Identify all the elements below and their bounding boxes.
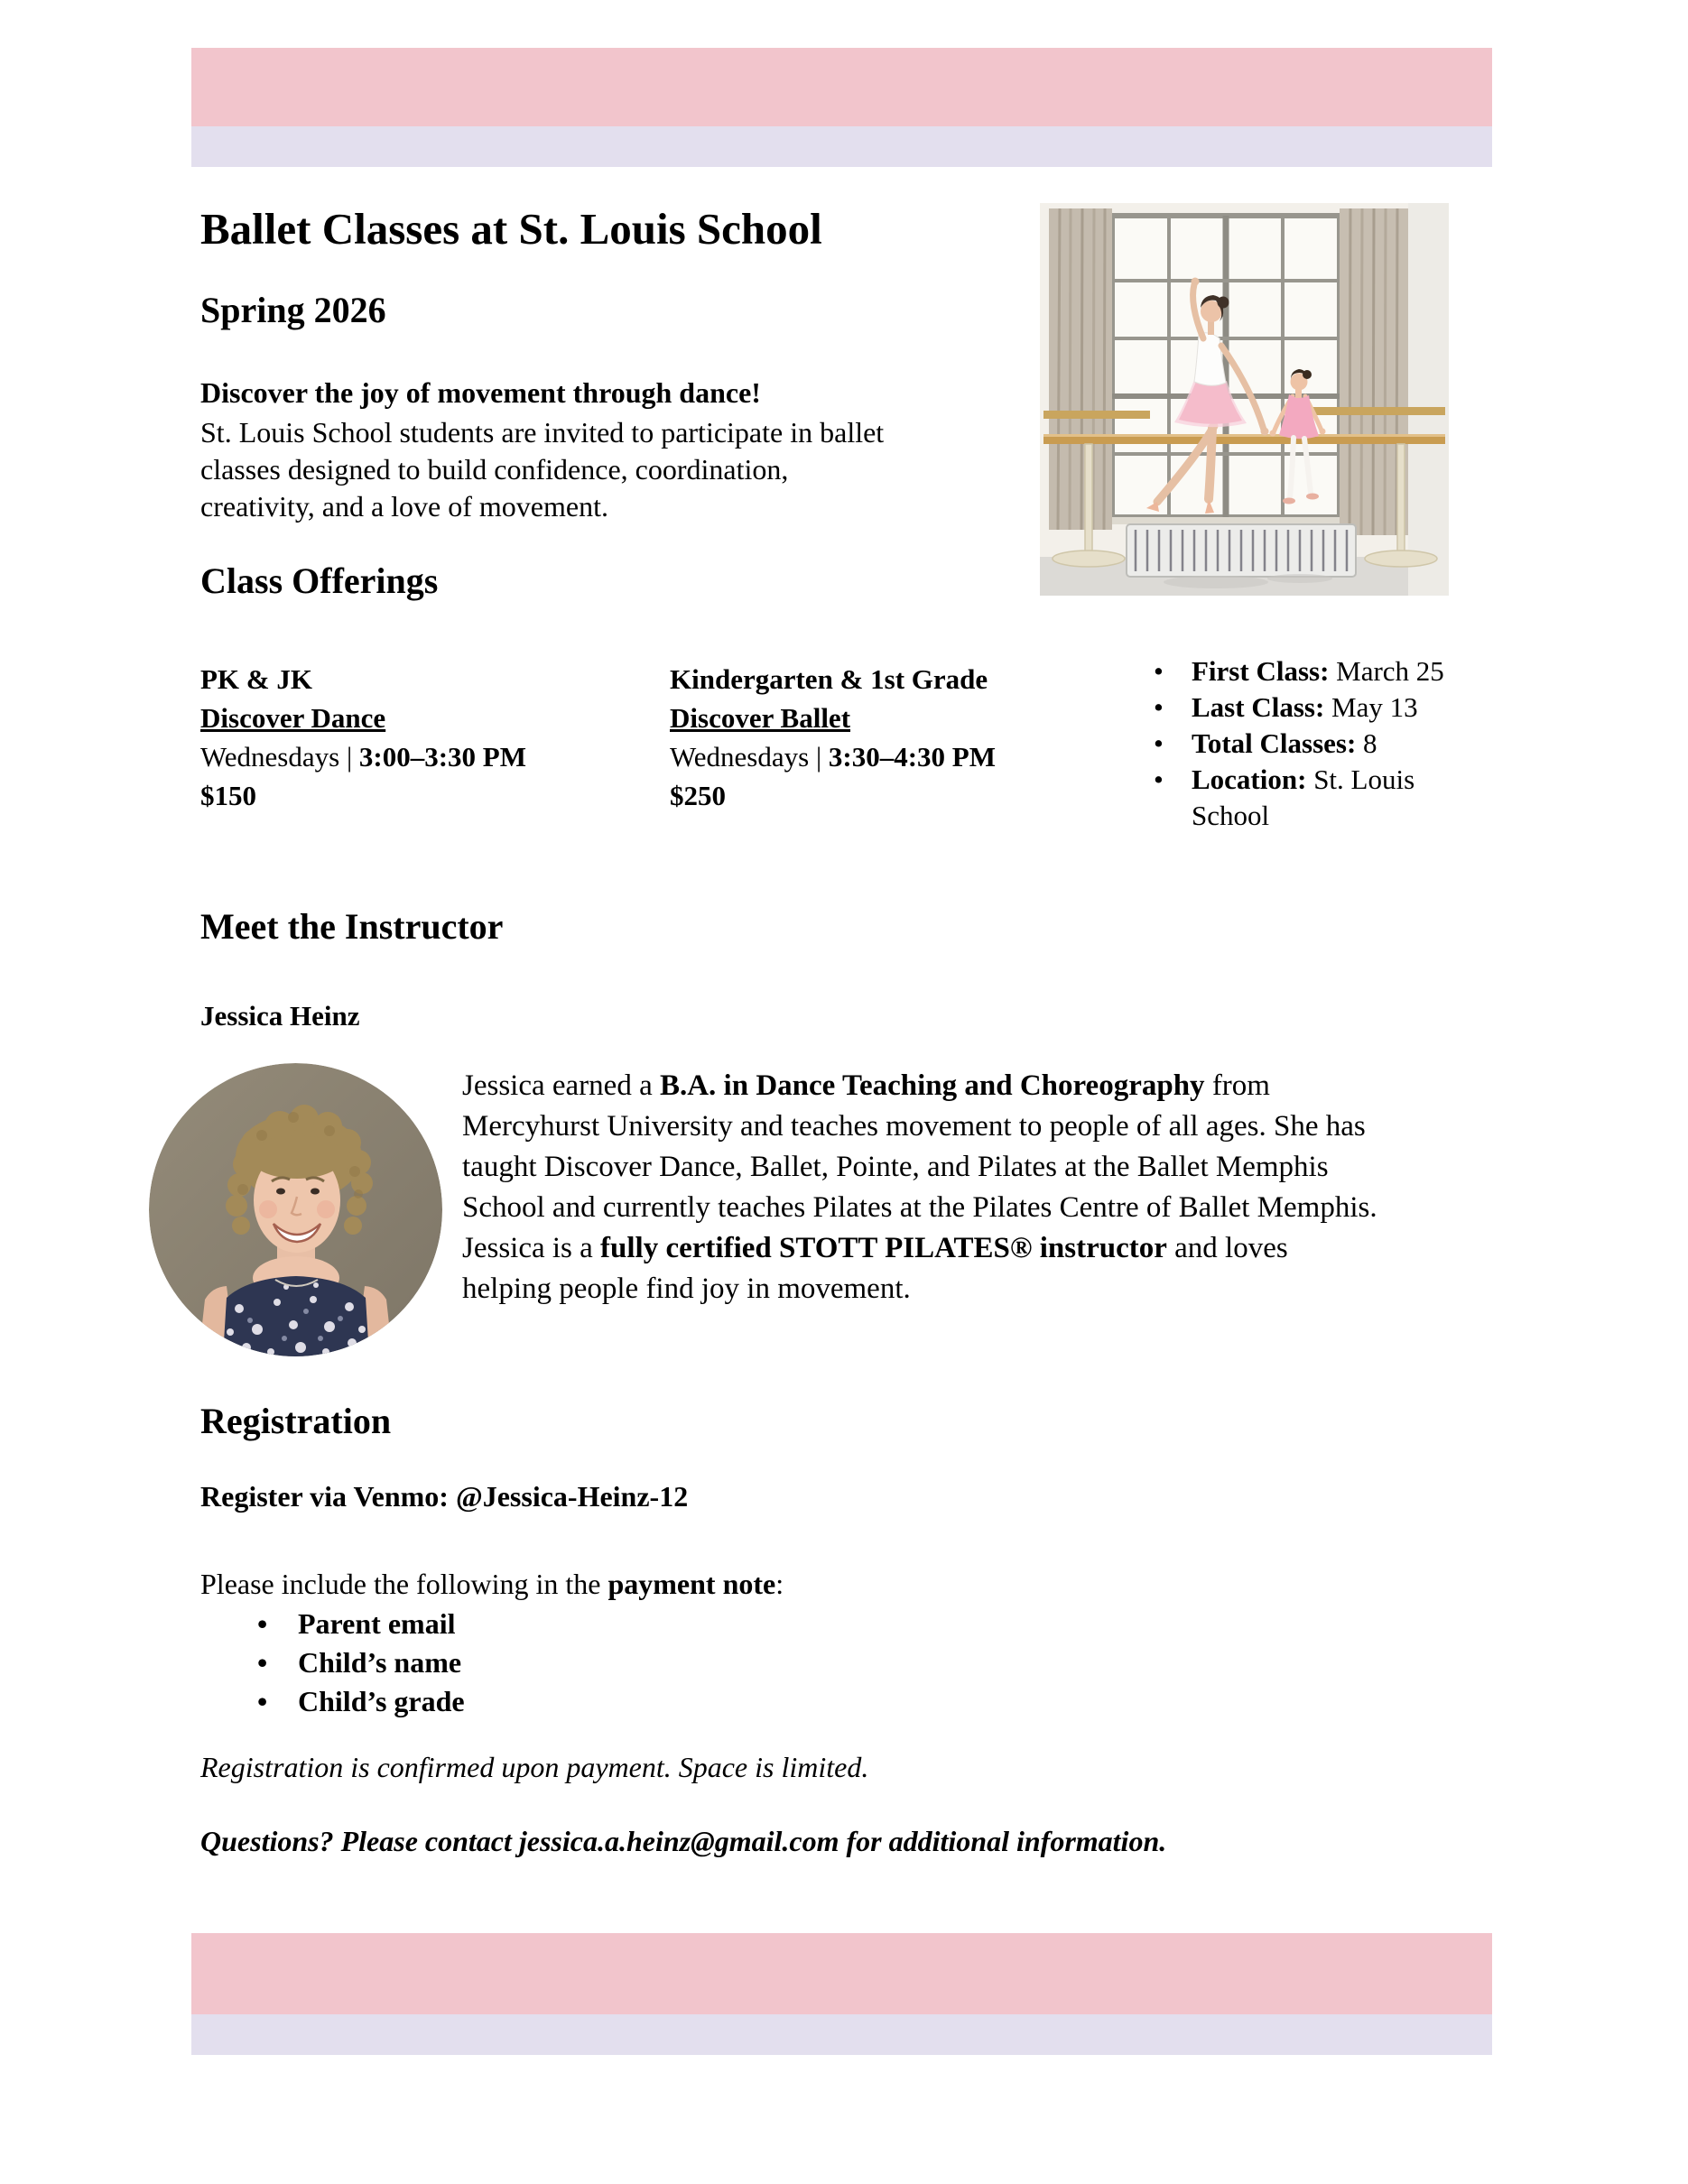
list-item — [257, 1643, 465, 1682]
class-day: Wednesdays — [670, 741, 816, 773]
list-item — [1154, 689, 1486, 726]
intro-line: creativity, and a love of movement. — [200, 490, 608, 523]
class-name: Discover Ballet — [670, 702, 851, 734]
note-text: Please include the following in the — [200, 1568, 608, 1600]
footer-lavender-band — [191, 2014, 1492, 2055]
list-item — [257, 1605, 465, 1643]
detail-label: First Class: — [1192, 655, 1330, 687]
studio-scene — [1040, 203, 1449, 596]
header-lavender-band — [191, 126, 1492, 167]
bio-text: Jessica is a — [462, 1232, 601, 1264]
bio-text: Jessica earned a — [462, 1069, 660, 1102]
class-time: 3:30–4:30 PM — [821, 741, 996, 773]
schedule-separator: | — [346, 741, 353, 773]
list-item — [1154, 726, 1486, 762]
bio-certification: fully certified STOTT PILATES® instructor — [600, 1232, 1167, 1264]
note-bold: payment note — [607, 1568, 776, 1600]
intro-headline: Discover the joy of movement through dance! — [200, 376, 761, 409]
bullet-icon — [257, 1643, 298, 1682]
bio-text: and loves — [1166, 1232, 1288, 1264]
instructor-heading: Meet the Instructor — [200, 906, 504, 947]
class-time: 3:00–3:30 PM — [352, 741, 526, 773]
offerings-heading: Class Offerings — [200, 560, 439, 601]
class-day: Wednesdays — [200, 741, 347, 773]
registration-heading: Registration — [200, 1401, 392, 1441]
list-item — [1154, 762, 1486, 834]
bullet-icon — [1154, 762, 1192, 834]
footer-pink-band — [191, 1933, 1492, 2014]
ballet-studio-photo — [1040, 203, 1449, 596]
instructor-top — [223, 1276, 369, 1356]
dancer-shadow — [1164, 576, 1268, 588]
class-name: Discover Dance — [200, 702, 386, 734]
page-title: Ballet Classes at St. Louis School — [200, 204, 822, 254]
detail-value: March 25 — [1329, 655, 1444, 687]
class-schedule — [670, 737, 996, 776]
instructor-portrait — [149, 1063, 442, 1356]
detail-label: Total Classes: — [1192, 727, 1357, 759]
bio-line: helping people find joy in movement. — [462, 1272, 911, 1305]
confirmation-note: Registration is confirmed upon payment. Space is limited. — [200, 1751, 869, 1783]
note-item: Parent email — [298, 1607, 456, 1640]
class-details-list — [1154, 653, 1486, 834]
bullet-icon — [257, 1682, 298, 1721]
intro-paragraph — [200, 414, 884, 525]
bio-line — [462, 1228, 1377, 1269]
header-pink-band — [191, 48, 1492, 126]
bio-line: Mercyhurst University and teaches movement to people of all ages. She has — [462, 1110, 1366, 1143]
radiator — [1127, 524, 1356, 577]
intro-line: St. Louis School students are invited to participate in ballet — [200, 416, 885, 449]
questions-contact-line: Questions? Please contact jessica.a.heinz@gmail.com for additional information. — [200, 1825, 1167, 1857]
bio-degree: B.A. in Dance Teaching and Choreography — [659, 1069, 1205, 1102]
class-grades: PK & JK — [200, 663, 312, 695]
class-schedule — [200, 737, 526, 776]
detail-value: St. Louis School — [1192, 763, 1415, 831]
child-shadow — [1267, 574, 1332, 583]
class-card-pk-jk — [200, 660, 526, 815]
bullet-icon — [1154, 689, 1192, 726]
intro-line: classes designed to build confidence, coordination, — [200, 453, 789, 486]
detail-label: Last Class: — [1192, 691, 1325, 723]
class-grades: Kindergarten & 1st Grade — [670, 663, 988, 695]
payment-note-line — [200, 1566, 784, 1603]
bio-text: from — [1204, 1069, 1270, 1102]
schedule-separator: | — [815, 741, 822, 773]
note-item: Child’s name — [298, 1646, 462, 1679]
bio-line — [462, 1066, 1377, 1106]
class-price: $150 — [200, 780, 256, 811]
instructor-name: Jessica Heinz — [200, 1000, 360, 1032]
season-subtitle: Spring 2026 — [200, 290, 386, 330]
list-item — [257, 1682, 465, 1721]
list-item — [1154, 653, 1486, 689]
instructor-bio — [462, 1066, 1377, 1309]
class-price: $250 — [670, 780, 726, 811]
bullet-icon — [1154, 653, 1192, 689]
detail-value: May 13 — [1324, 691, 1418, 723]
bio-line: taught Discover Dance, Ballet, Pointe, and Pilates at the Ballet Memphis — [462, 1151, 1329, 1183]
payment-note-items — [257, 1605, 465, 1721]
bullet-icon — [257, 1605, 298, 1643]
bullet-icon — [1154, 726, 1192, 762]
class-card-k-1st — [670, 660, 996, 815]
curtain-left — [1049, 208, 1112, 530]
note-item: Child’s grade — [298, 1685, 465, 1717]
venmo-line: Register via Venmo: @Jessica-Heinz-12 — [200, 1480, 689, 1513]
detail-label: Location: — [1192, 763, 1307, 795]
bio-line: School and currently teaches Pilates at the Pilates Centre of Ballet Memphis. — [462, 1191, 1377, 1224]
portrait-scene — [149, 1063, 442, 1356]
detail-value: 8 — [1356, 727, 1377, 759]
note-text: : — [775, 1568, 784, 1600]
